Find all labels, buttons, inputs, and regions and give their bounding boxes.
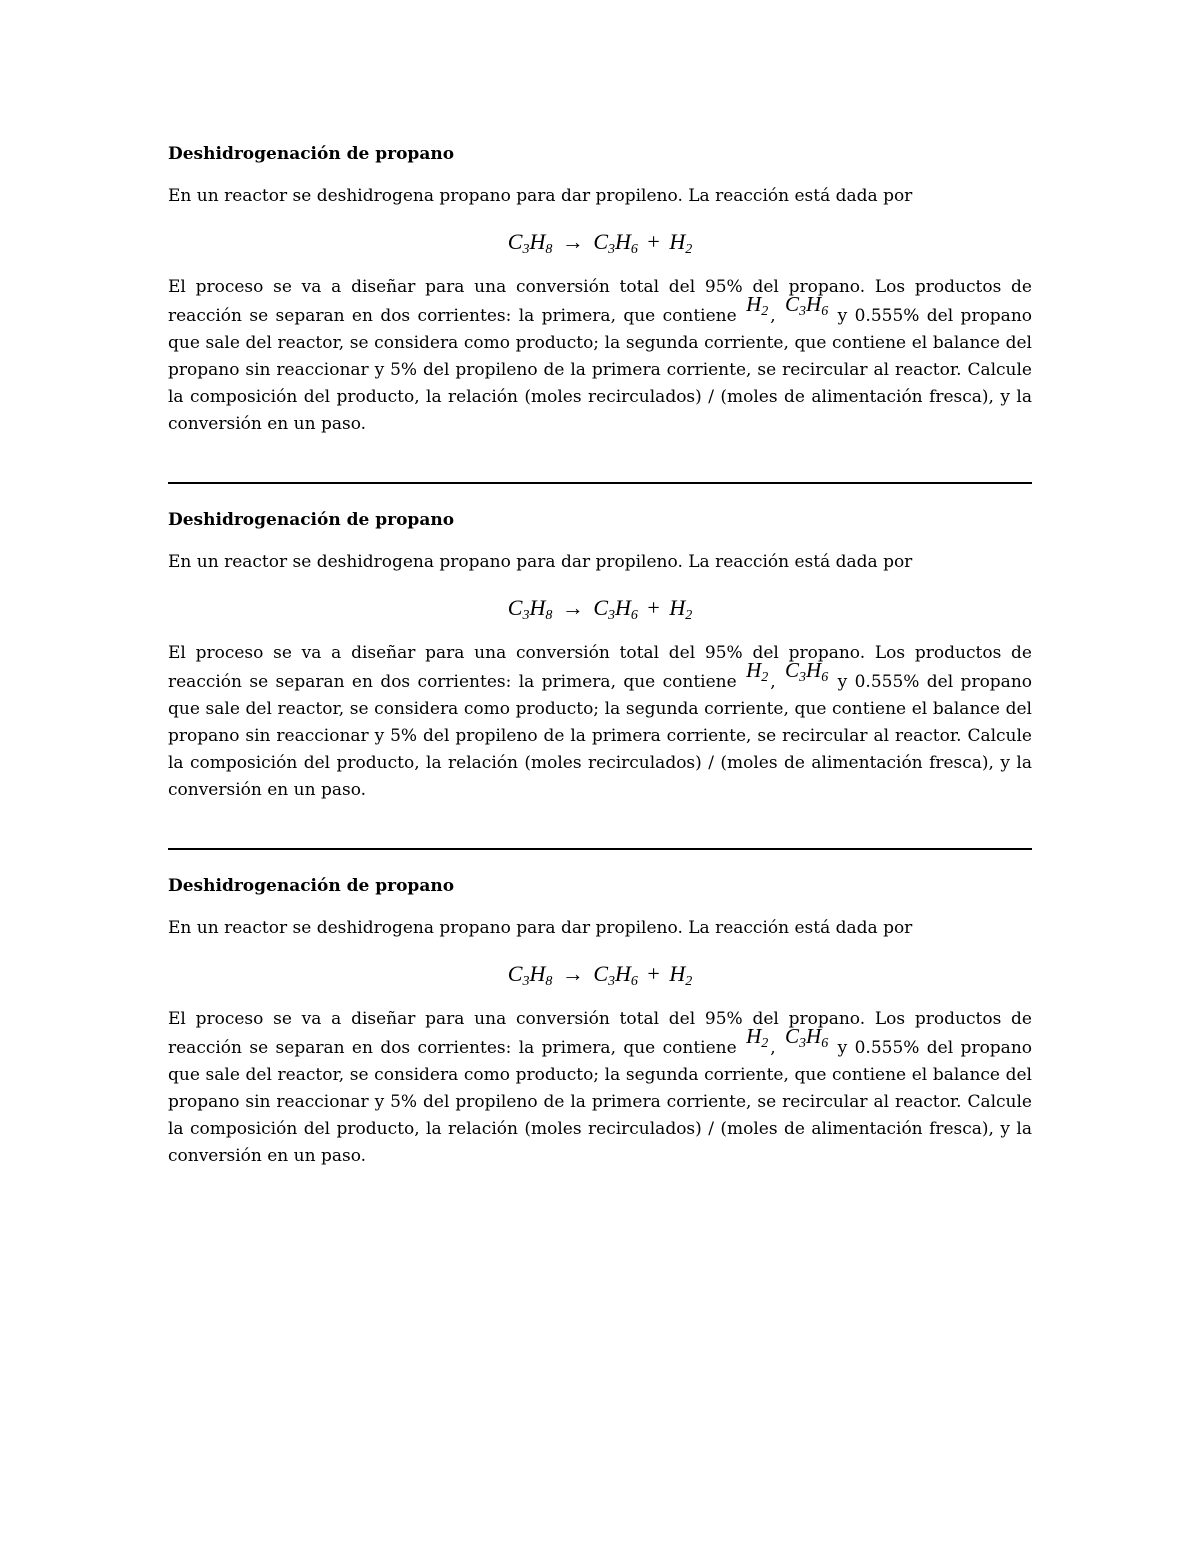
section-body <box>168 274 1032 438</box>
eq-subscript: 6 <box>630 974 638 989</box>
problem-section-2 <box>168 506 1032 804</box>
comma: , <box>770 672 776 692</box>
chem-subscript: 3 <box>799 304 807 319</box>
chem-subscript: 2 <box>761 1036 769 1051</box>
eq-subscript: 2 <box>685 974 693 989</box>
section-intro: En un reactor se deshidrogena propano para dar propileno. La reacción está dada por <box>168 186 913 206</box>
body-text: El proceso se va a diseñar para una conversión total del 95% del propano. Los productos de reacción se separan en dos corrientes: la primera, que contiene <box>168 277 1032 326</box>
eq-symbol: H <box>529 229 546 254</box>
inline-formula-h2 <box>744 1024 770 1051</box>
section-intro: En un reactor se deshidrogena propano para dar propileno. La reacción está dada por <box>168 552 913 572</box>
problem-section-1 <box>168 140 1032 438</box>
eq-symbol: H <box>669 595 686 620</box>
reaction-equation <box>168 956 1032 992</box>
eq-subscript: 3 <box>522 974 530 989</box>
section-body <box>168 1006 1032 1170</box>
eq-symbol: H <box>615 961 631 986</box>
chem-symbol: H <box>746 292 762 316</box>
document-page <box>168 140 1032 1170</box>
chem-symbol: H <box>806 292 822 316</box>
eq-subscript: 3 <box>522 242 530 257</box>
eq-symbol: H <box>615 229 631 254</box>
plus-sign: + <box>647 595 660 620</box>
eq-symbol: H <box>669 229 686 254</box>
eq-symbol: H <box>669 961 686 986</box>
chem-subscript: 6 <box>821 1036 829 1051</box>
chem-symbol: H <box>806 1024 822 1048</box>
inline-formula-c3h6 <box>783 658 830 685</box>
body-text: y 0.555% del propano que sale del reactor, se considera como producto; la segunda corriente, que contiene el balance del propano sin reaccionar y 5% del propileno de la primera corriente, se recircular al reactor. Calcule la composición del producto, la relación (moles recirculados) / (moles de alimentación fresca), y la conversión en un paso. <box>168 306 1033 434</box>
plus-sign: + <box>647 229 660 254</box>
chem-symbol: H <box>806 658 822 682</box>
inline-formula-c3h6 <box>783 1024 830 1051</box>
chem-subscript: 6 <box>821 670 829 685</box>
chem-subscript: 3 <box>799 1036 807 1051</box>
eq-symbol: H <box>529 961 546 986</box>
eq-subscript: 6 <box>630 608 638 623</box>
eq-subscript: 3 <box>608 974 616 989</box>
eq-subscript: 3 <box>608 242 616 257</box>
chem-subscript: 2 <box>761 304 769 319</box>
reaction-arrow: → <box>561 595 584 620</box>
eq-symbol: C <box>507 229 523 254</box>
chem-symbol: C <box>785 658 800 682</box>
plus-sign: + <box>647 961 660 986</box>
section-intro: En un reactor se deshidrogena propano para dar propileno. La reacción está dada por <box>168 918 913 938</box>
section-divider <box>168 848 1032 850</box>
eq-subscript: 8 <box>545 974 553 989</box>
eq-symbol: C <box>507 961 523 986</box>
chem-symbol: H <box>746 1024 762 1048</box>
eq-symbol: H <box>529 595 546 620</box>
inline-formula-h2 <box>744 292 770 319</box>
chem-symbol: H <box>746 658 762 682</box>
chem-subscript: 3 <box>799 670 807 685</box>
chem-symbol: C <box>785 292 800 316</box>
chem-symbol: C <box>785 1024 800 1048</box>
chem-subscript: 2 <box>761 670 769 685</box>
comma: , <box>770 306 776 326</box>
eq-subscript: 3 <box>522 608 530 623</box>
reaction-equation <box>168 590 1032 626</box>
eq-symbol: C <box>593 229 609 254</box>
body-text: El proceso se va a diseñar para una conversión total del 95% del propano. Los productos de reacción se separan en dos corrientes: la primera, que contiene <box>168 643 1032 692</box>
body-text: El proceso se va a diseñar para una conversión total del 95% del propano. Los productos de reacción se separan en dos corrientes: la primera, que contiene <box>168 1009 1032 1058</box>
section-title: Deshidrogenación de propano <box>168 876 455 896</box>
eq-subscript: 2 <box>685 608 693 623</box>
body-text: y 0.555% del propano que sale del reactor, se considera como producto; la segunda corriente, que contiene el balance del propano sin reaccionar y 5% del propileno de la primera corriente, se recircular al reactor. Calcule la composición del producto, la relación (moles recirculados) / (moles de alimentación fresca), y la conversión en un paso. <box>168 672 1033 800</box>
eq-symbol: C <box>593 595 609 620</box>
inline-formula-c3h6 <box>783 292 830 319</box>
eq-subscript: 2 <box>685 242 693 257</box>
section-title: Deshidrogenación de propano <box>168 510 455 530</box>
eq-subscript: 3 <box>608 608 616 623</box>
problem-section-3 <box>168 872 1032 1170</box>
eq-symbol: C <box>593 961 609 986</box>
comma: , <box>770 1038 776 1058</box>
eq-symbol: H <box>615 595 631 620</box>
reaction-equation <box>168 224 1032 260</box>
eq-symbol: C <box>507 595 523 620</box>
reaction-arrow: → <box>561 229 584 254</box>
eq-subscript: 8 <box>545 242 553 257</box>
section-divider <box>168 482 1032 484</box>
body-text: y 0.555% del propano que sale del reactor, se considera como producto; la segunda corriente, que contiene el balance del propano sin reaccionar y 5% del propileno de la primera corriente, se recircular al reactor. Calcule la composición del producto, la relación (moles recirculados) / (moles de alimentación fresca), y la conversión en un paso. <box>168 1038 1033 1166</box>
reaction-arrow: → <box>561 961 584 986</box>
eq-subscript: 6 <box>630 242 638 257</box>
chem-subscript: 6 <box>821 304 829 319</box>
section-body <box>168 640 1032 804</box>
eq-subscript: 8 <box>545 608 553 623</box>
section-title: Deshidrogenación de propano <box>168 144 455 164</box>
inline-formula-h2 <box>744 658 770 685</box>
